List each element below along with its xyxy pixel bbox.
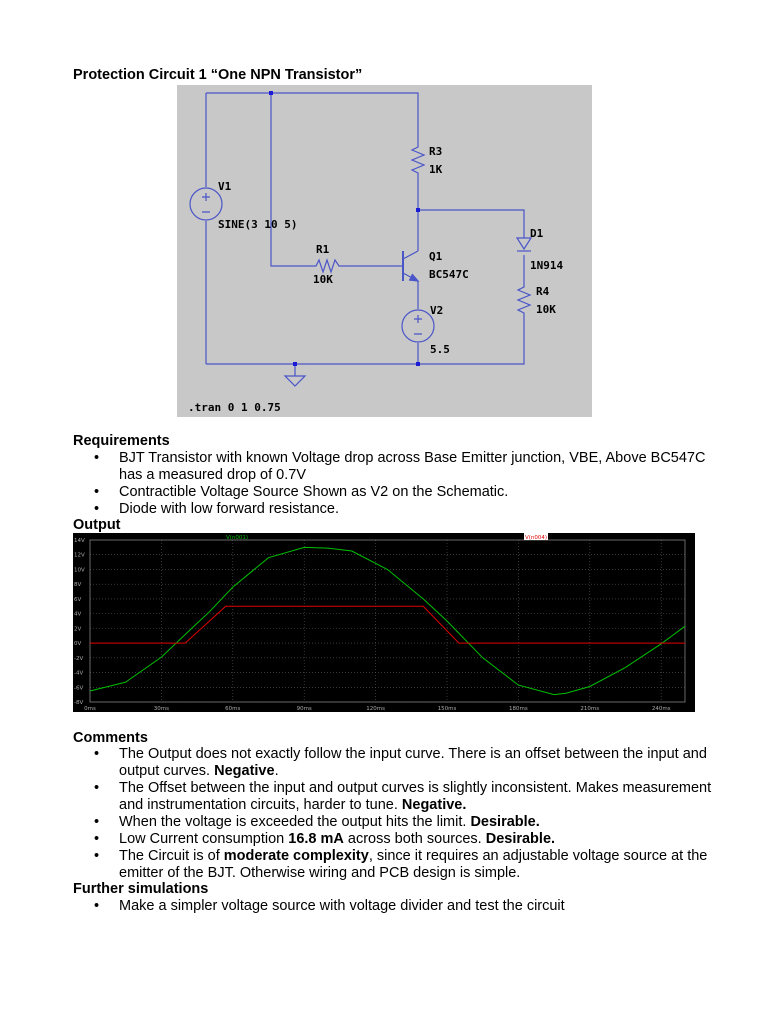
label-r4-name: R4 — [536, 285, 550, 298]
label-r1-name: R1 — [316, 243, 330, 256]
y-tick-label: -6V — [74, 685, 84, 692]
list-item: • The Circuit is of moderate complexity, since it requires an adjustable voltage source at the emitter of the BJT. Otherwise wiring and PCB design is simple. — [94, 848, 714, 882]
label-v2-name: V2 — [430, 304, 444, 317]
legend-label-v-n001: V(n001) — [225, 535, 249, 541]
y-tick-label: 0V — [74, 641, 82, 648]
label-q1-value: BC547C — [429, 268, 469, 281]
x-tick-label: 0ms — [84, 706, 96, 712]
requirements-heading: Requirements — [73, 433, 170, 449]
output-heading: Output — [73, 517, 121, 533]
legend-label-v-n004: V(n004) — [524, 535, 548, 541]
x-tick-label: 30ms — [153, 706, 170, 712]
x-tick-label: 60ms — [225, 706, 241, 712]
label-q1-name: Q1 — [429, 250, 443, 263]
y-tick-label: 8V — [74, 582, 82, 589]
junction-node — [416, 208, 420, 212]
y-tick-label: 4V — [74, 611, 82, 618]
list-item: • Diode with low forward resistance. — [94, 501, 714, 518]
x-tick-label: 210ms — [580, 706, 600, 712]
list-item: • The Output does not exactly follow the input curve. There is an offset between the input and output curves. Negative. — [94, 746, 714, 780]
label-d1-value: 1N914 — [530, 259, 564, 272]
y-tick-label: 6V — [74, 596, 82, 603]
x-tick-label: 120ms — [366, 706, 385, 712]
list-item: • Make a simpler voltage source with voltage divider and test the circuit — [94, 898, 714, 915]
y-tick-label: 12V — [74, 552, 85, 559]
junction-node — [293, 362, 297, 366]
label-r3-value: 1K — [429, 163, 443, 176]
label-v1-name: V1 — [218, 180, 232, 193]
requirements-list — [94, 450, 714, 518]
junction-node — [269, 91, 273, 95]
plot-background — [73, 533, 695, 712]
label-v1-value: SINE(3 10 5) — [218, 218, 298, 231]
label-r1-value: 10K — [313, 273, 333, 286]
label-v2-value: 5.5 — [430, 343, 450, 356]
list-item: • The Offset between the input and output curves is slightly inconsistent. Makes measurement and instrumentation circuits, harder to tune. Negative. — [94, 780, 714, 814]
y-tick-label: -8V — [74, 700, 84, 706]
x-tick-label: 150ms — [437, 706, 457, 712]
list-item: • Low Current consumption 16.8 mA across both sources. Desirable. — [94, 831, 714, 848]
y-tick-label: 10V — [74, 567, 85, 574]
x-tick-label: 240ms — [651, 706, 671, 712]
spice-directive: .tran 0 1 0.75 — [188, 401, 281, 414]
waveform-plot — [73, 533, 695, 712]
comments-heading: Comments — [73, 730, 148, 746]
junction-node — [416, 362, 420, 366]
list-item: • Contractible Voltage Source Shown as V2 on the Schematic. — [94, 484, 714, 501]
list-item: • BJT Transistor with known Voltage drop across Base Emitter junction, VBE, Above BC547C has a measured drop of 0.7V — [94, 450, 714, 484]
y-tick-label: 14V — [74, 538, 85, 544]
label-r4-value: 10K — [536, 303, 556, 316]
circuit-schematic — [177, 85, 592, 417]
x-tick-label: 180ms — [509, 706, 528, 712]
label-r3-name: R3 — [429, 145, 443, 158]
further-heading: Further simulations — [73, 881, 209, 897]
page-title: Protection Circuit 1 “One NPN Transistor” — [73, 67, 363, 83]
x-tick-label: 90ms — [296, 706, 312, 712]
label-d1-name: D1 — [530, 227, 544, 240]
y-tick-label: 2V — [74, 626, 82, 633]
y-tick-label: -2V — [74, 655, 84, 662]
comments-list — [94, 746, 714, 882]
y-tick-label: -4V — [74, 670, 84, 677]
list-item: • When the voltage is exceeded the output hits the limit. Desirable. — [94, 814, 714, 831]
further-list — [94, 898, 714, 915]
